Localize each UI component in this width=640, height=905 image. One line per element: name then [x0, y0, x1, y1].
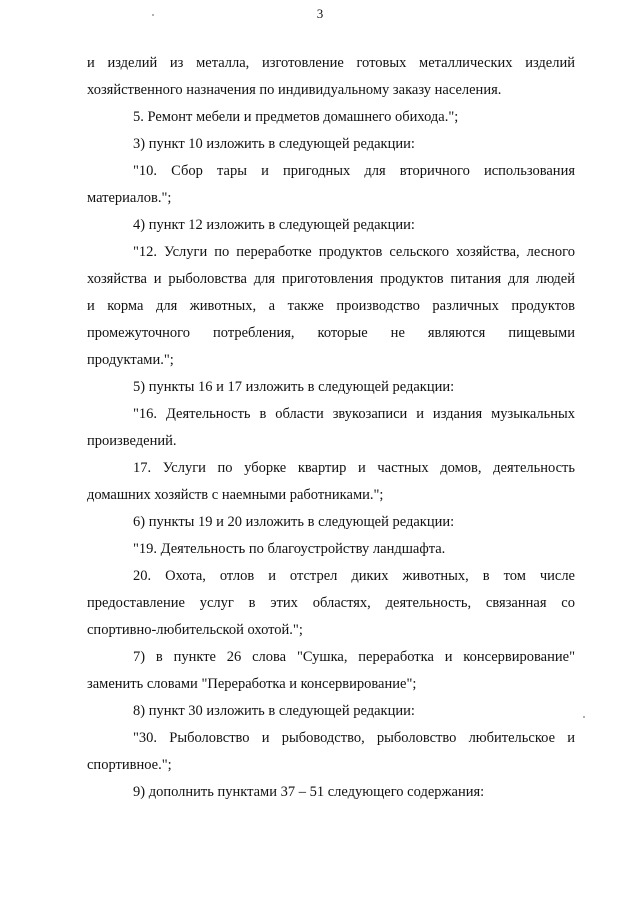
text-line: "19. Деятельность по благоустройству ландшафта. — [133, 541, 446, 557]
text-line: "16. Деятельность в области звукозаписи и издания музыкальных — [133, 406, 575, 422]
text-line: спортивно-любительской охотой."; — [87, 622, 303, 638]
text-line: спортивное."; — [87, 757, 172, 773]
document-body — [87, 50, 575, 806]
text-line: и изделий из металла, изготовление готовых металлических изделий — [87, 55, 575, 71]
text-line: 17. Услуги по уборке квартир и частных домов, деятельность — [133, 460, 575, 476]
text-line: и корма для животных, а также производство различных продуктов — [87, 298, 575, 314]
text-line: 20. Охота, отлов и отстрел диких животных, в том числе — [133, 568, 575, 584]
text-line: предоставление услуг в этих областях, деятельность, связанная со — [87, 595, 575, 611]
text-line: заменить словами "Переработка и консервирование"; — [87, 676, 417, 692]
text-line: "10. Сбор тары и пригодных для вторичного использования — [133, 163, 575, 179]
scan-speck — [583, 716, 585, 718]
text-line: "12. Услуги по переработке продуктов сельского хозяйства, лесного — [133, 244, 575, 260]
text-line: 4) пункт 12 изложить в следующей редакции: — [133, 217, 415, 233]
text-line: 6) пункты 19 и 20 изложить в следующей редакции: — [133, 514, 455, 530]
text-line: хозяйства и рыболовства для приготовления продуктов питания для людей — [87, 271, 575, 287]
text-line: 5. Ремонт мебели и предметов домашнего обихода."; — [133, 109, 459, 125]
text-line: промежуточного потребления, которые не являются пищевыми — [87, 325, 575, 341]
text-line: 8) пункт 30 изложить в следующей редакции: — [133, 703, 415, 719]
text-line: 7) в пункте 26 слова "Сушка, переработка и консервирование" — [133, 649, 575, 665]
text-line: материалов."; — [87, 190, 172, 206]
text-line: 5) пункты 16 и 17 изложить в следующей редакции: — [133, 379, 455, 395]
text-line: "30. Рыболовство и рыбоводство, рыболовство любительское и — [133, 730, 575, 746]
text-line: произведений. — [87, 433, 177, 449]
text-line: продуктами."; — [87, 352, 174, 368]
text-line: хозяйственного назначения по индивидуальному заказу населения. — [87, 82, 502, 98]
text-line: 9) дополнить пунктами 37 – 51 следующего содержания: — [133, 784, 485, 800]
page-number: 3 — [316, 6, 324, 21]
text-line: 3) пункт 10 изложить в следующей редакции: — [133, 136, 415, 152]
text-line: домашних хозяйств с наемными работниками."; — [87, 487, 384, 503]
